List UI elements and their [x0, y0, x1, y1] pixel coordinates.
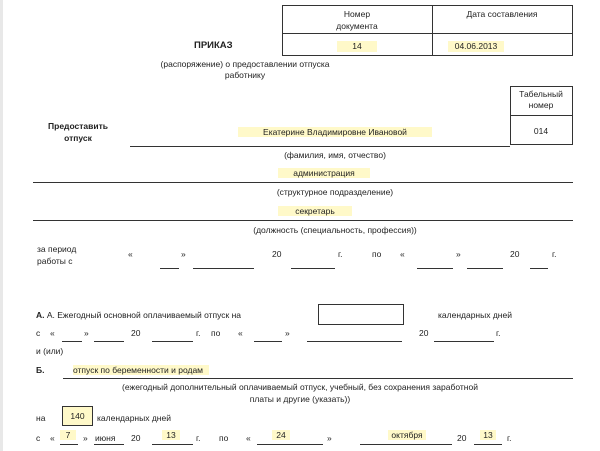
caption-name: (фамилия, имя, отчество)	[284, 150, 386, 160]
title-subtitle	[130, 59, 360, 81]
section-b-po: по	[219, 433, 229, 443]
employee-name: Екатерине Владимировне Ивановой	[238, 127, 432, 137]
doc-number: 14	[337, 41, 377, 52]
period-po: по	[372, 249, 382, 259]
title-sub-line1: (распоряжение) о предоставлении отпуска	[160, 59, 330, 69]
period-lq1: «	[128, 249, 133, 259]
period-g2: г.	[552, 249, 557, 259]
section-b-lq1: «	[50, 433, 55, 443]
period-rq2: »	[456, 249, 461, 259]
section-a-rq1: »	[84, 328, 89, 338]
section-b-c: с	[36, 433, 41, 443]
section-b-lq2: «	[246, 433, 251, 443]
to-year-prefix: 20	[457, 433, 467, 443]
to-year: 13	[480, 430, 496, 440]
to-day: 24	[272, 430, 290, 440]
section-a-year1: 20	[131, 328, 141, 338]
tabel-header: Табельный номер	[519, 89, 563, 110]
section-b-caption-line1: (ежегодный дополнительный оплачиваемый отпуск, учебный, без сохранения заработной	[122, 382, 478, 392]
period-rq1: »	[181, 249, 186, 259]
section-a-or: и (или)	[36, 346, 64, 356]
period-year1: 20	[272, 249, 282, 259]
period-g1: г.	[338, 249, 343, 259]
days-count: 140	[62, 406, 93, 426]
section-b-label: Б.	[36, 365, 45, 375]
from-year-prefix: 20	[131, 433, 141, 443]
section-a-po: по	[211, 328, 221, 338]
col-date-header: Дата составления	[466, 9, 538, 19]
period-lq2: «	[400, 249, 405, 259]
section-b-g2: г.	[507, 433, 512, 443]
section-a-g2: г.	[496, 328, 501, 338]
section-a-year2: 20	[419, 328, 429, 338]
doc-date: 04.06.2013	[448, 41, 504, 52]
section-b-caption	[90, 381, 510, 405]
page-left-border	[0, 0, 3, 451]
section-a-lq2: «	[238, 328, 243, 338]
section-b-rq1: »	[83, 433, 88, 443]
section-b-g1: г.	[196, 433, 201, 443]
section-a-c: с	[36, 328, 41, 338]
leave-type: отпуск по беременности и родам	[73, 365, 209, 375]
section-a-days-box[interactable]	[318, 304, 404, 325]
section-b-caption-line2: платы и другие (указать))	[249, 394, 351, 404]
grant-label: Предоставить отпуск	[48, 121, 108, 143]
section-b-na: на	[36, 413, 46, 423]
section-a-rq2: »	[285, 328, 290, 338]
to-month: октября	[388, 430, 426, 440]
section-a-lq1: «	[50, 328, 55, 338]
section-a-text: А. Ежегодный основной оплачиваемый отпуск на	[46, 310, 242, 320]
period-label: за период работы с	[37, 244, 77, 266]
col-number-header: Номер документа	[336, 9, 378, 31]
page-title: ПРИКАЗ	[194, 40, 233, 51]
caption-department: (структурное подразделение)	[276, 187, 394, 197]
section-a-days-suffix: календарных дней	[438, 310, 512, 320]
period-year2: 20	[510, 249, 520, 259]
from-year: 13	[162, 430, 180, 440]
from-day: 7	[60, 430, 76, 440]
caption-position: (должность (специальность, профессия))	[253, 225, 417, 235]
tabel-value: 014	[533, 126, 549, 136]
position: секретарь	[278, 206, 352, 216]
from-month: июня	[95, 433, 116, 443]
section-b-days-suffix: календарных дней	[97, 413, 171, 423]
title-sub-line2: работнику	[224, 70, 266, 80]
department: администрация	[278, 168, 370, 178]
section-b-rq2: »	[327, 433, 332, 443]
section-a-label: А. А. Ежегодный основной оплачиваемый отпуск на	[36, 310, 242, 320]
section-a-g1: г.	[196, 328, 201, 338]
